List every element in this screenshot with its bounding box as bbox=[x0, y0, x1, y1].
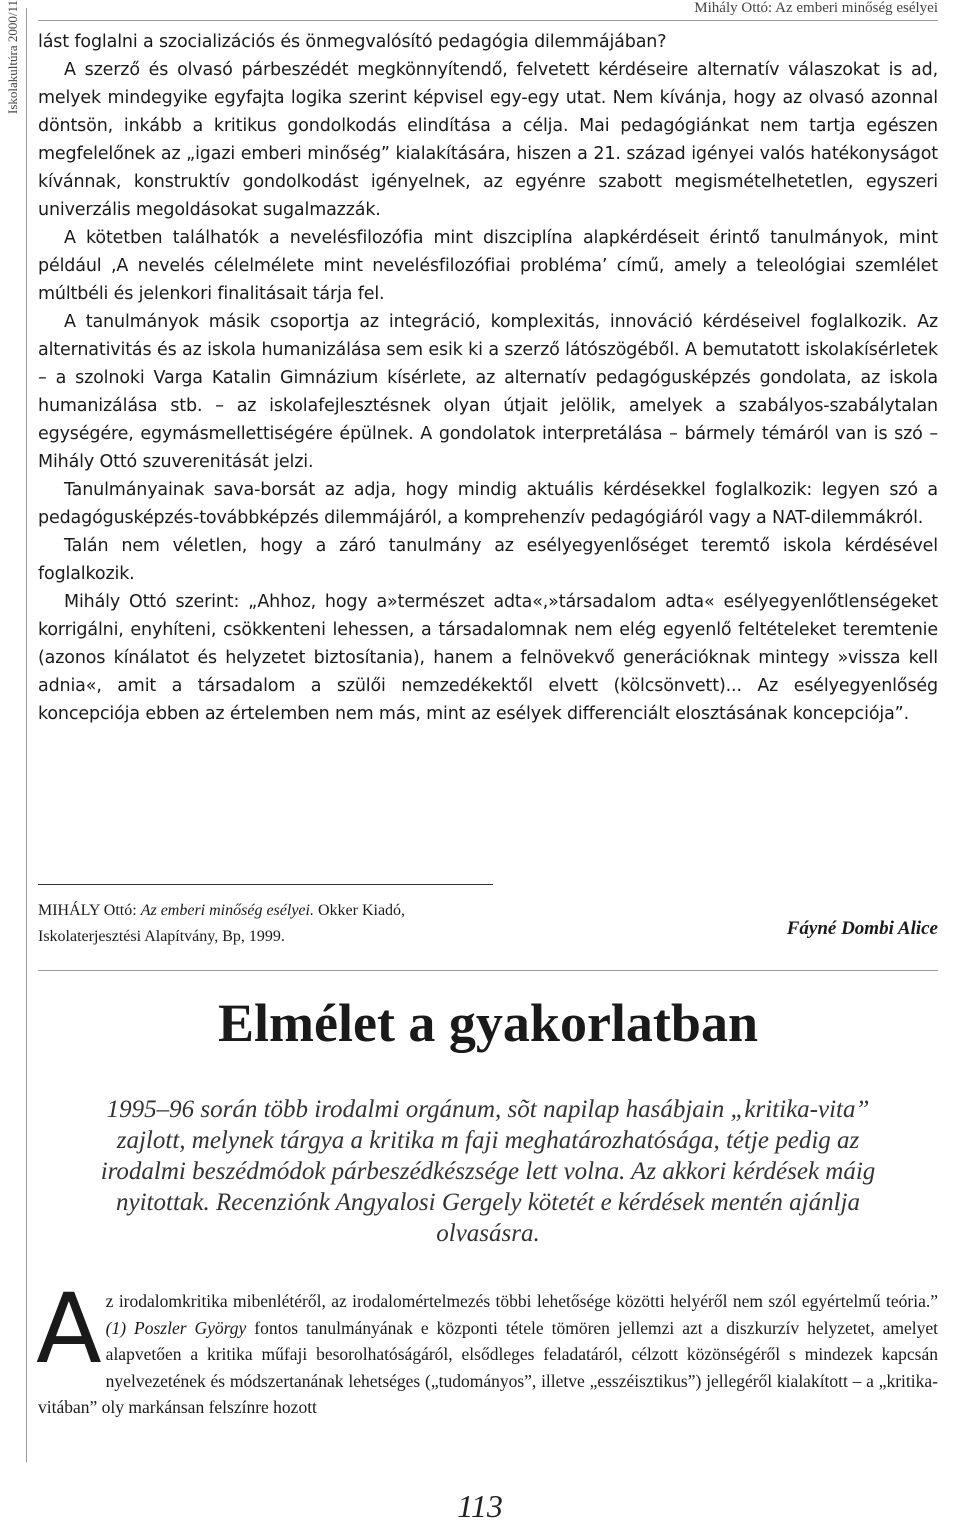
body-reference: (1) Poszler György bbox=[105, 1317, 247, 1338]
running-head: Mihály Ottó: Az emberi minőség esélyei bbox=[694, 0, 938, 16]
footnote-rule bbox=[38, 884, 493, 885]
bibliographic-note bbox=[38, 898, 558, 950]
journal-side-label-text: Iskolakultúra 2000/11 bbox=[5, 0, 20, 114]
reviewer-signature: Fáyné Dombi Alice bbox=[786, 918, 938, 939]
drop-cap: A bbox=[36, 1273, 102, 1385]
review-article bbox=[38, 28, 938, 728]
paragraph: Mihály Ottó szerint: „Ahhoz, hogy a»természet adta«,»társadalom adta« esélyegyenlőtlenségeket korrigálni, enyhíteni, csökkenteni lehessen, a társadalomnak nem elég egyenlő feltételeket teremtenie (azonos kínálatot és helyzetet biztosítania), hanem a felnövekvő generációknak mintegy »vissza kell adnia«, amit a társadalom a szülői nemzedékektől elvett (kölcsönvett)... Az esélyegyenlőség koncepciója ebben az értelemben nem más, mint az esélyek differenciált elosztásának koncepciója”. bbox=[38, 592, 938, 724]
section-title: Elmélet a gyakorlatban bbox=[218, 993, 758, 1053]
paragraph bbox=[36, 1273, 938, 1421]
note-publisher: Okker Kiadó, bbox=[313, 902, 406, 919]
section-rule bbox=[38, 970, 938, 971]
paragraph: A kötetben találhatók a nevelésfilozófia mint diszciplína alapkérdéseit érintő tanulmányok, mint például ‚A nevelés célelmélete mint nevelésfilozófiai probléma’ című, amely a teleológiai szemlélet múltbéli és jelenkori finalitásait tárja fel. bbox=[38, 228, 938, 304]
body-text-1: z irodalomkritika mibenlétéről, az irodalomértelmezés többi lehetősége közötti helyéről nem szól egyértelmű teória.” bbox=[105, 1291, 938, 1311]
paragraph: A tanulmányok másik csoportja az integráció, komplexitás, innováció kérdéseivel foglalkozik. Az alternativitás és az iskola humanizálása sem esik ki a szerző látószögéből. A bemutatott iskolakísérletek – a szolnoki Varga Katalin Gimnázium kísérlete, az alternatív pedagógusképzés gondolata, az iskola humanizálása stb. – az iskolafejlesztésnek olyan útjait jelölik, amelyek a szabályos-szabálytalan egységére, egymásmellettiségére épülnek. A gondolatok interpretálása – bármely témáról van is szó – Mihály Ottó szuverenitását jelzi. bbox=[38, 312, 938, 472]
note-author: MIHÁLY Ottó: bbox=[38, 902, 141, 919]
note-title: Az emberi minőség esélyei. bbox=[140, 902, 314, 919]
paragraph: Tanulmányainak sava-borsát az adja, hogy mindig aktuális kérdésekkel foglalkozik: legyen szó a pedagógusképzés-továbbképzés dilemmájáról, a komprehenzív pedagógiáról vagy a NAT-dilemmákról. bbox=[38, 480, 938, 528]
paragraph: A szerző és olvasó párbeszédét megkönnyítendő, felvetett kérdéseire alternatív válaszokat is ad, melyek mindegyike egyfajta logika szerint képvisel egy-egy utat. Nem kívánja, hogy az olvasó azonnal döntsön, inkább a kritikus gondolkodás elindítása a célja. Mai pedagógiánkat nem tartja egészen megfelelőnek az „igazi emberi minőség” kialakítására, hiszen a 21. század igényei valós hatékonyságot kívánnak, konstruktív gondolkodást igényelnek, az egyénre szabott megismételhetetlen, egyszeri univerzális megoldásokat sugalmazzák. bbox=[38, 60, 938, 220]
header-rule bbox=[38, 20, 938, 21]
paragraph: lást foglalni a szocializációs és önmegvalósító pedagógia dilemmájában? bbox=[38, 32, 667, 52]
note-publisher-2: Iskolaterjesztési Alapítvány, Bp, 1999. bbox=[38, 928, 285, 945]
section-lead: 1995–96 során több irodalmi orgánum, sõt napilap hasábjain „kritika-vita” zajlott, melynek tárgya a kritika m faji meghatározhatósága, tétje pedig az irodalmi beszédmódok párbeszédkészsége lett volna. Az akkori kérdések máig nyitottak. Recenziónk Angyalosi Gergely kötetét e kérdések mentén ajánlja olvasásra. bbox=[100, 1096, 876, 1247]
journal-side-label bbox=[0, 0, 26, 120]
side-rule bbox=[26, 8, 27, 1462]
page-number: 113 bbox=[457, 1488, 503, 1524]
body-text-2: fontos tanulmányának e központi tétele tömören jellemzi azt a diszkurzív helyzetet, amelyet alapvetően a kritika műfaji besorolhatóságáról, elsődleges feladatáról, célzott közönségéről s mindezek kapcsán nyelvezetének és módszertanának lehetséges („tudományos”, illetve „esszéisztikus”) jellegéről kialakított – a „kritika-vitában” oly markánsan felszínre hozott bbox=[38, 1317, 938, 1417]
paragraph: Talán nem véletlen, hogy a záró tanulmány az esélyegyenlőséget teremtő iskola kérdésével foglalkozik. bbox=[38, 536, 938, 584]
section-body bbox=[36, 1273, 938, 1421]
